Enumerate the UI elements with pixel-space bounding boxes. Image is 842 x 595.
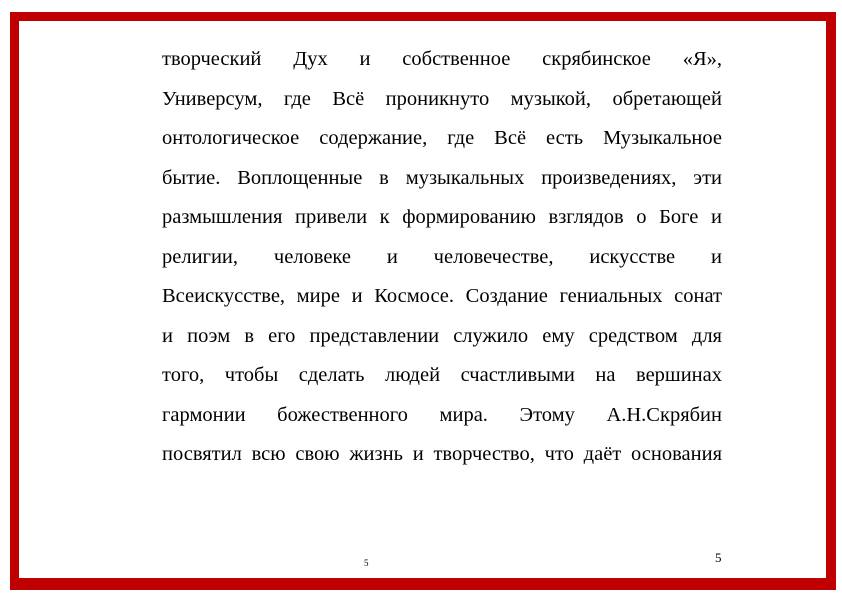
frame-shadow-right xyxy=(826,12,832,587)
page-number: 5 xyxy=(715,550,722,565)
text-line: гармонии божественного мира. Этому А.Н.Скрябин xyxy=(162,403,722,426)
text-line: религии, человеке и человечестве, искусстве и xyxy=(162,245,722,268)
text-line: онтологическое содержание, где Всё есть Музыкальное xyxy=(162,127,722,149)
page-number-small: 5 xyxy=(364,558,369,568)
body-text xyxy=(162,40,722,475)
text-line: Универсум, где Всё проникнуто музыкой, обретающей xyxy=(162,87,722,110)
text-line: и поэм в его представлении служило ему средством для xyxy=(162,324,722,347)
text-line: размышления привели к формированию взглядов о Боге и xyxy=(162,206,722,228)
text-line: бытие. Воплощенные в музыкальных произведениях, эти xyxy=(162,166,722,189)
text-line: Всеискусстве, мире и Космосе. Создание гениальных сонат xyxy=(162,285,722,307)
text-line: творческий Дух и собственное скрябинское «Я», xyxy=(162,48,722,70)
frame-shadow-bottom xyxy=(10,578,832,584)
text-line: посвятил всю свою жизнь и творчество, что даёт основания xyxy=(162,443,722,465)
text-line: того, чтобы сделать людей счастливыми на вершинах xyxy=(162,364,722,386)
